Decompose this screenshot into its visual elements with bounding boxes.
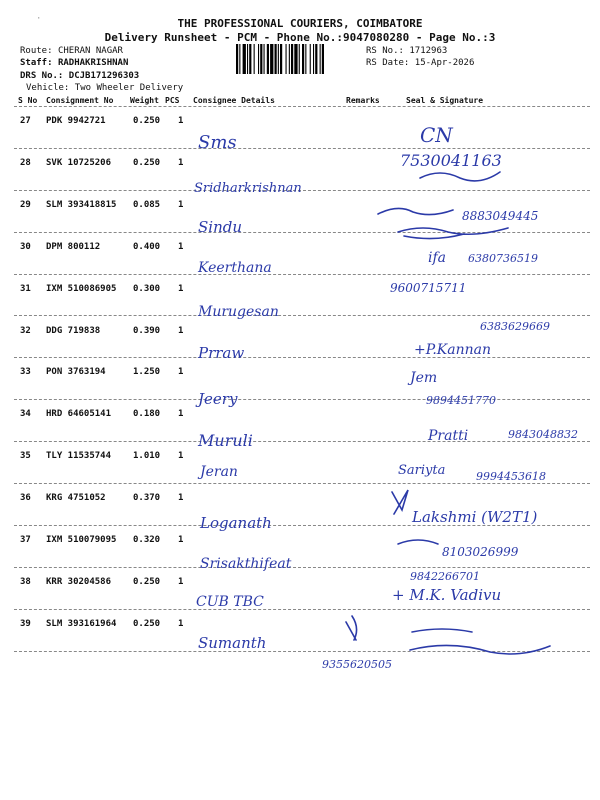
consignee-hw: Jeran <box>200 464 238 480</box>
consignment-cell: DDG 719838 <box>46 325 101 336</box>
consignee-hw: Muruli <box>198 431 253 450</box>
route-line: Route: CHERAN NAGAR <box>20 46 123 56</box>
vehicle-line: Vehicle: Two Wheeler Delivery <box>26 83 184 93</box>
weight-cell: 0.180 <box>133 409 161 420</box>
signature-hw: 9894451770 <box>426 394 496 407</box>
weight-cell: 0.400 <box>133 241 161 252</box>
consignee-hw: Sumanth <box>198 634 267 652</box>
weight-cell: 0.300 <box>133 283 161 294</box>
pcs-cell: 1 <box>178 325 184 336</box>
signature-hw: + M.K. Vadivu <box>392 586 502 604</box>
signature-stroke <box>378 208 453 214</box>
scan-speck: · <box>36 14 42 24</box>
pcs-cell: 1 <box>178 157 184 168</box>
consignment-cell: KRR 30204586 <box>46 576 112 587</box>
pcs-cell: 1 <box>178 241 184 252</box>
consignment-cell: HRD 64605141 <box>46 409 112 420</box>
weight-cell: 0.250 <box>133 576 161 587</box>
sno-cell: 30 <box>20 241 31 252</box>
signature-hw: 7530041163 <box>400 151 502 170</box>
runsheet-title: Delivery Runsheet - PCM - Phone No.:9047080280 - Page No.:3 <box>104 31 496 44</box>
sno-cell: 27 <box>20 116 31 126</box>
consignment-cell: IXM 510079095 <box>46 535 117 545</box>
signature-hw: 6383629669 <box>480 320 550 333</box>
consignee-hw: Jeery <box>198 390 238 408</box>
signature-hw: 9355620505 <box>322 658 392 671</box>
signature-hw: 9600715711 <box>390 281 467 295</box>
rs-number-line: RS No.: 1712963 <box>366 46 448 56</box>
pcs-cell: 1 <box>178 576 184 587</box>
drs-line: DRS No.: DCJB171296303 <box>20 71 140 81</box>
consignment-cell: PDK 9942721 <box>46 116 106 126</box>
pcs-cell: 1 <box>178 618 184 629</box>
weight-cell: 0.390 <box>133 325 161 336</box>
signature-hw: ifa <box>428 250 447 266</box>
signature-hw: 9843048832 <box>508 428 578 441</box>
sno-cell: 31 <box>20 283 31 294</box>
weight-cell: 0.370 <box>133 493 161 504</box>
sno-cell: 36 <box>20 493 31 504</box>
pcs-cell: 1 <box>178 493 184 504</box>
consignment-cell: KRG 4751052 <box>46 493 106 504</box>
consignment-cell: PON 3763194 <box>46 367 106 378</box>
pcs-cell: 1 <box>178 367 184 378</box>
signature-hw: Sariyta <box>398 463 446 478</box>
consignment-cell: SLM 393418815 <box>46 199 117 210</box>
col-sno: S No <box>18 96 38 105</box>
weight-cell: 1.010 <box>133 451 161 462</box>
company-title: THE PROFESSIONAL COURIERS, COIMBATORE <box>177 17 423 30</box>
sno-cell: 33 <box>20 367 31 378</box>
sno-cell: 34 <box>20 409 31 420</box>
consignment-cell: TLY 11535744 <box>46 451 112 462</box>
signature-hw: Pratti <box>428 428 469 444</box>
pcs-cell: 1 <box>178 535 184 545</box>
pcs-cell: 1 <box>178 116 184 126</box>
sno-cell: 35 <box>20 451 31 462</box>
consignee-hw: Loganath <box>200 514 272 532</box>
sno-cell: 38 <box>20 576 31 587</box>
pcs-cell: 1 <box>178 409 184 420</box>
col-pcs: PCS <box>165 96 180 105</box>
consignee-hw: Sridharkrishnan <box>194 181 302 196</box>
col-seal: Seal & Signature <box>406 96 484 105</box>
weight-cell: 1.250 <box>133 367 161 378</box>
consignee-hw: Prraw <box>198 344 245 362</box>
consignee-hw: Sms <box>198 132 237 153</box>
staff-line: Staff: RADHAKRISHNAN <box>20 58 129 68</box>
weight-cell: 0.250 <box>133 116 161 126</box>
consignment-cell: DPM 800112 <box>46 241 101 252</box>
weight-cell: 0.250 <box>133 157 161 168</box>
signature-hw: +P.Kannan <box>414 342 491 358</box>
col-consignment: Consignment No <box>46 96 114 105</box>
pcs-cell: 1 <box>178 283 184 294</box>
consignment-cell: SVK 10725206 <box>46 157 112 168</box>
sno-cell: 37 <box>20 535 31 545</box>
consignment-cell: IXM 510086905 <box>46 283 117 294</box>
sno-cell: 29 <box>20 199 31 210</box>
signature-hw: 9842266701 <box>410 570 480 583</box>
rs-date-line: RS Date: 15-Apr-2026 <box>366 58 475 68</box>
consignee-hw: Murugesan <box>198 304 279 320</box>
signature-scribble <box>410 629 550 654</box>
consignee-hw: Srisakthifeat <box>200 556 292 572</box>
signature-scribble <box>398 228 508 239</box>
consignee-hw: Keerthana <box>198 260 272 276</box>
signature-stroke <box>398 540 438 544</box>
signature-hw: 9994453618 <box>476 470 546 483</box>
signature-stroke <box>392 490 408 514</box>
weight-cell: 0.085 <box>133 199 161 210</box>
col-weight: Weight <box>130 96 159 105</box>
pcs-cell: 1 <box>178 199 184 210</box>
col-consignee: Consignee Details <box>193 96 275 105</box>
signature-hw: Lakshmi (W2T1) <box>412 508 538 526</box>
consignee-hw: CUB TBC <box>196 594 264 610</box>
consignment-cell: SLM 393161964 <box>46 618 117 629</box>
signature-hw: 8103026999 <box>442 545 519 559</box>
weight-cell: 0.320 <box>133 535 161 545</box>
pcs-cell: 1 <box>178 451 184 462</box>
sno-cell: 32 <box>20 325 31 336</box>
signature-hw: 6380736519 <box>468 252 538 265</box>
consignee-hw: Sindu <box>198 218 242 236</box>
signature-hw: CN <box>420 123 453 147</box>
signature-hw: Jem <box>410 370 438 386</box>
signature-stroke <box>346 616 357 640</box>
weight-cell: 0.250 <box>133 618 161 629</box>
sno-cell: 28 <box>20 157 31 168</box>
sno-cell: 39 <box>20 618 31 629</box>
signature-hw: 8883049445 <box>462 209 539 223</box>
col-remarks: Remarks <box>346 96 380 105</box>
signature-stroke <box>420 172 500 181</box>
